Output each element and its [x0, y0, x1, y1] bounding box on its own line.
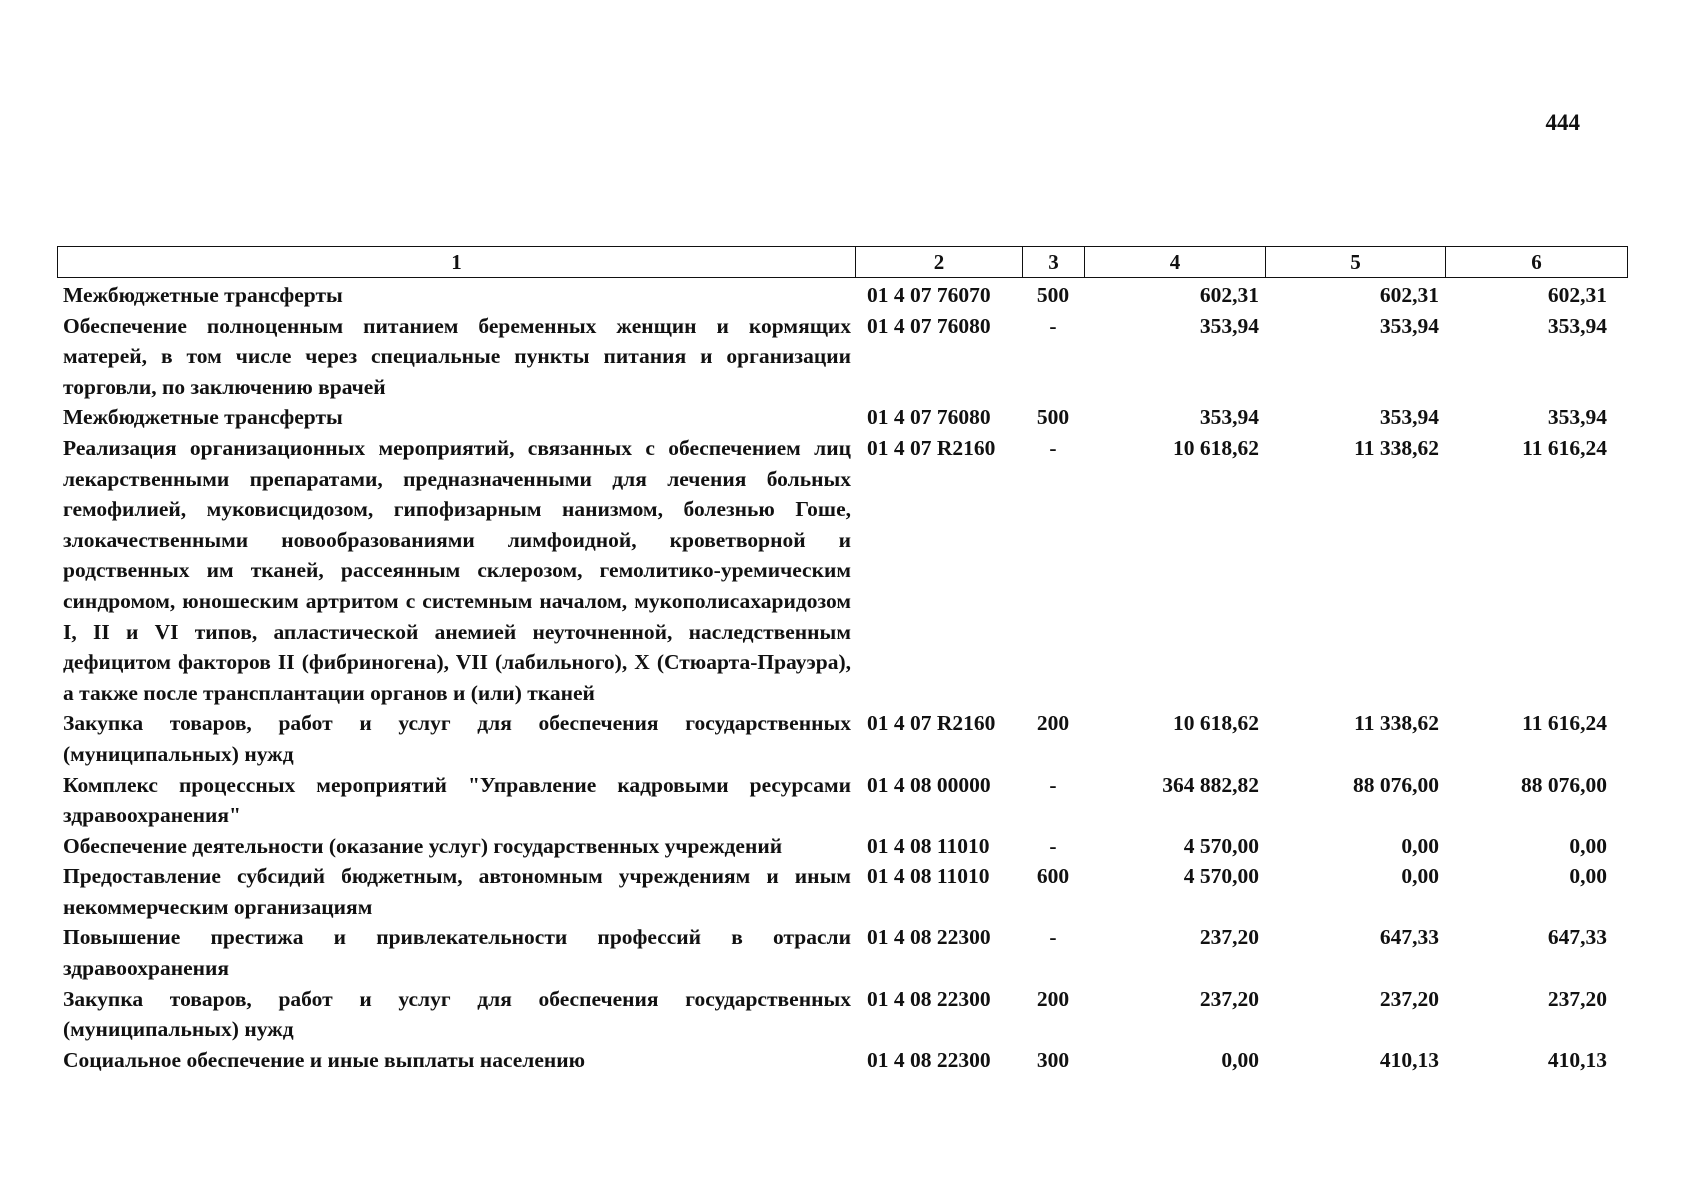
- row-name: Предоставление субсидий бюджетным, автономным учреждениям и иным некоммерческим организациям: [63, 864, 851, 919]
- row-name: Межбюджетные трансферты: [63, 283, 343, 307]
- table-row: [57, 831, 1627, 862]
- header-cell-2: 2: [856, 247, 1023, 278]
- row-name: Реализация организационных мероприятий, связанных с обеспечением лиц лекарственными препаратами, предназначенными для лечения больных гемофилией, муковисцидозом, гипофизарным нанизмом, болезнью Гоше, злокачественными новообразованиями лимфоидной, кроветворной и родственных им тканей, рассеянным склерозом, гемолитико-уремическим синдромом, юношеским артритом с системным началом, мукополисахаридозом I, II и VI типов, апластической анемией неуточненной, наследственным дефицитом факторов II (фибриногена), VII (лабильного), X (Стюарта-Прауэра), а также после трансплантации органов и (или) тканей: [63, 435, 851, 705]
- table-row: [57, 433, 1627, 708]
- page-number: 444: [1545, 110, 1580, 135]
- row-value-col6: 88 076,00: [1521, 772, 1607, 797]
- row-value-col5: 237,20: [1379, 986, 1439, 1011]
- row-name: Социальное обеспечение и иные выплаты населению: [63, 1047, 586, 1072]
- row-value-col4: 10 618,62: [1173, 435, 1259, 460]
- row-value-col6: 0,00: [1569, 833, 1607, 858]
- header-cell-1: 1: [58, 247, 856, 278]
- row-expense-type: -: [1049, 313, 1057, 338]
- budget-table: [57, 280, 1627, 1075]
- row-name: Обеспечение деятельности (оказание услуг) государственных учреждений: [63, 833, 783, 858]
- row-expense-type: 300: [1036, 1047, 1070, 1072]
- budget-table-body: [57, 280, 1627, 1075]
- row-value-col6: 647,33: [1547, 925, 1607, 950]
- row-expense-type: -: [1049, 772, 1057, 797]
- row-value-col5: 11 338,62: [1354, 435, 1439, 460]
- row-expense-type: 200: [1036, 711, 1070, 736]
- table-row: [57, 1045, 1627, 1076]
- row-code: 01 4 08 11010: [867, 864, 990, 889]
- row-code: 01 4 08 11010: [867, 833, 990, 858]
- header-cell-4: 4: [1085, 247, 1266, 278]
- table-row: [57, 280, 1627, 311]
- row-value-col6: 11 616,24: [1522, 711, 1607, 736]
- row-expense-type: 500: [1036, 283, 1070, 307]
- row-value-col5: 353,94: [1379, 313, 1439, 338]
- row-value-col4: 10 618,62: [1173, 711, 1259, 736]
- table-row: [57, 311, 1627, 403]
- row-value-col5: 11 338,62: [1354, 711, 1439, 736]
- row-value-col4: 237,20: [1199, 986, 1259, 1011]
- table-row: [57, 402, 1627, 433]
- row-name: Закупка товаров, работ и услуг для обеспечения государственных (муниципальных) нужд: [63, 711, 851, 766]
- row-value-col4: 237,20: [1199, 925, 1259, 950]
- row-value-col5: 602,31: [1379, 283, 1439, 307]
- row-name: Обеспечение полноценным питанием беременных женщин и кормящих матерей, в том числе через специальные пункты питания и организации торговли, по заключению врачей: [63, 313, 851, 399]
- row-expense-type: -: [1049, 925, 1057, 950]
- row-value-col6: 237,20: [1547, 986, 1607, 1011]
- row-value-col6: 602,31: [1547, 283, 1607, 307]
- row-code: 01 4 08 00000: [867, 772, 991, 797]
- row-name: Закупка товаров, работ и услуг для обеспечения государственных (муниципальных) нужд: [63, 986, 851, 1042]
- row-code: 01 4 08 22300: [867, 1047, 991, 1072]
- row-value-col6: 353,94: [1547, 405, 1607, 430]
- row-value-col6: 353,94: [1547, 313, 1607, 338]
- row-name: Повышение престижа и привлекательности профессий в отрасли здравоохранения: [63, 925, 851, 981]
- header-cell-5: 5: [1266, 247, 1446, 278]
- table-row: [57, 708, 1627, 769]
- header-row: [58, 247, 1628, 278]
- row-value-col4: 4 570,00: [1183, 864, 1259, 889]
- header-cell-6: 6: [1446, 247, 1628, 278]
- row-code: 01 4 07 R2160: [867, 711, 996, 736]
- table-row: [57, 861, 1627, 922]
- row-code: 01 4 07 R2160: [867, 435, 996, 460]
- row-name: Межбюджетные трансферты: [63, 405, 343, 430]
- row-value-col6: 410,13: [1547, 1047, 1607, 1072]
- row-value-col6: 0,00: [1569, 864, 1607, 889]
- row-value-col4: 353,94: [1199, 313, 1259, 338]
- row-value-col4: 0,00: [1221, 1047, 1259, 1072]
- row-code: 01 4 07 76070: [867, 283, 991, 307]
- table-row: [57, 770, 1627, 831]
- row-value-col5: 0,00: [1401, 864, 1439, 889]
- row-name: Комплекс процессных мероприятий "Управление кадровыми ресурсами здравоохранения": [63, 772, 851, 828]
- row-code: 01 4 08 22300: [867, 986, 991, 1011]
- row-value-col4: 602,31: [1199, 283, 1259, 307]
- row-value-col5: 410,13: [1379, 1047, 1439, 1072]
- row-expense-type: 500: [1036, 405, 1070, 430]
- row-value-col6: 11 616,24: [1522, 435, 1607, 460]
- row-code: 01 4 07 76080: [867, 405, 991, 430]
- table-row: [57, 922, 1627, 983]
- row-code: 01 4 08 22300: [867, 925, 991, 950]
- row-expense-type: -: [1049, 435, 1057, 460]
- row-expense-type: 600: [1036, 864, 1070, 889]
- row-value-col5: 353,94: [1379, 405, 1439, 430]
- row-value-col4: 4 570,00: [1183, 833, 1259, 858]
- row-expense-type: -: [1049, 833, 1057, 858]
- header-cell-3: 3: [1023, 247, 1085, 278]
- row-expense-type: 200: [1036, 986, 1070, 1011]
- row-value-col5: 647,33: [1379, 925, 1439, 950]
- table-row: [57, 984, 1627, 1045]
- column-number-header: [57, 246, 1628, 278]
- row-value-col5: 0,00: [1401, 833, 1439, 858]
- row-code: 01 4 07 76080: [867, 313, 991, 338]
- row-value-col4: 364 882,82: [1162, 772, 1259, 797]
- row-value-col4: 353,94: [1199, 405, 1259, 430]
- row-value-col5: 88 076,00: [1353, 772, 1439, 797]
